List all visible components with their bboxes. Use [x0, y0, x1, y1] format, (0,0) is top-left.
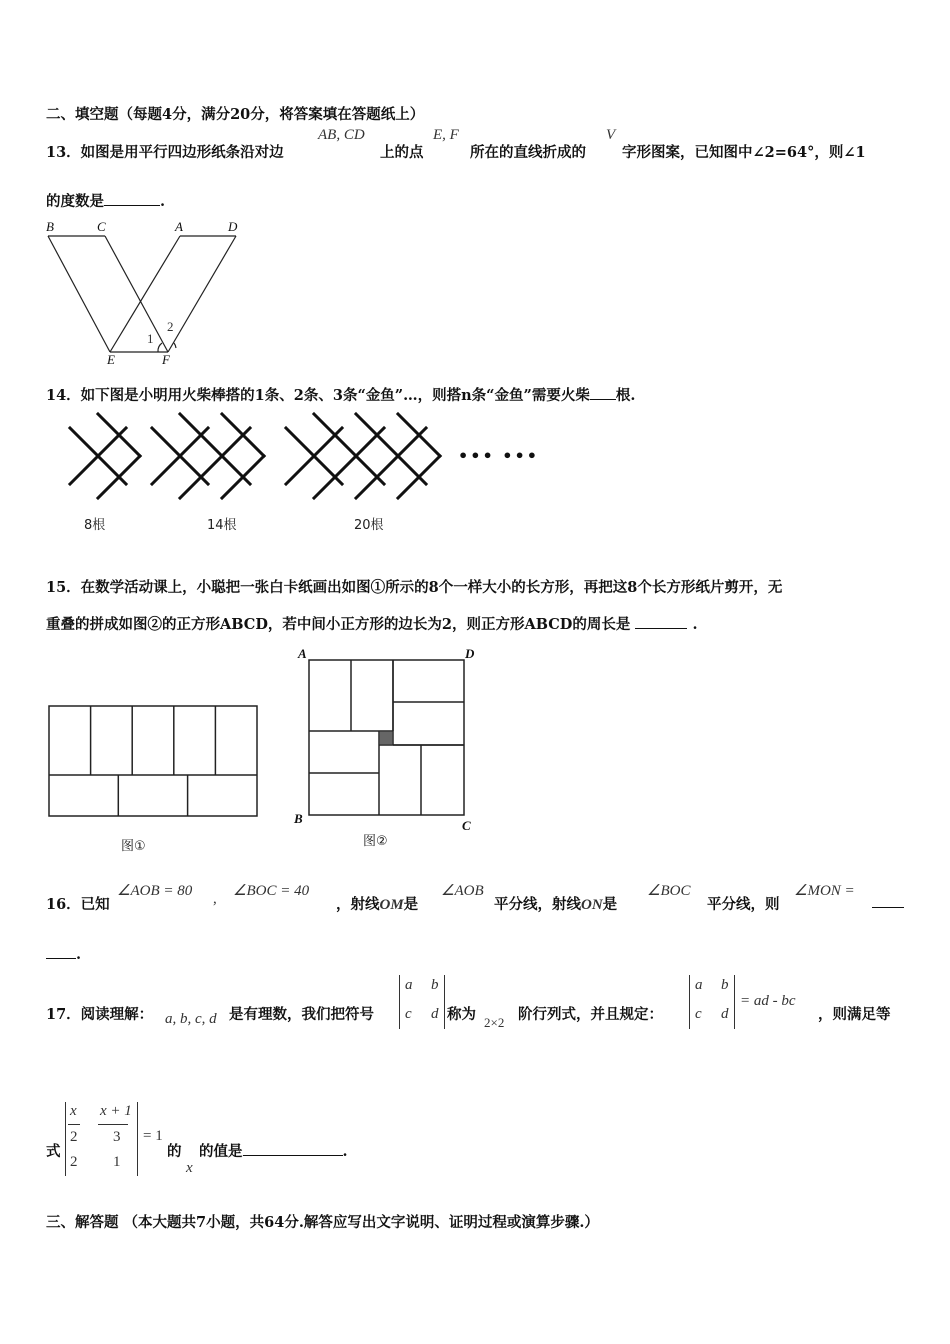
- q16-math-aob: ∠AOB: [441, 883, 484, 899]
- q15-corner-A: A: [298, 646, 307, 661]
- q15-corner-B: B: [294, 811, 303, 826]
- q15-figure-2: [308, 659, 468, 819]
- q16-math-mon: ∠MON =: [794, 883, 855, 899]
- q16-text-3: 平分线，射线ON是: [494, 896, 618, 913]
- q17-text-5: ，则满足等: [818, 1006, 891, 1023]
- q13-math-ab-cd: AB, CD: [318, 127, 365, 143]
- q13-label-C: C: [97, 219, 106, 234]
- q13-math-v: V: [606, 127, 616, 143]
- q15-answer-blank[interactable]: [635, 614, 687, 629]
- q15-text-2: 重叠的拼成如图②的正方形ABCD，若中间小正方形的边长为2，则正方形ABCD的周长是 .: [46, 616, 698, 633]
- q14-caption-1: 8根: [84, 518, 106, 533]
- q16-text-1: 16．已知: [46, 896, 110, 913]
- q15-corner-C: C: [462, 818, 471, 833]
- q17-rule: = ad - bc: [740, 993, 796, 1009]
- q16-answer-blank-1[interactable]: [872, 907, 904, 908]
- q14-ellipsis: ••• •••: [458, 446, 539, 465]
- q17-determinant-rule: a b c d: [689, 975, 735, 1029]
- q17-text-3: 称为: [447, 1006, 476, 1023]
- q17-equation-determinant: x x + 1 2 3 2 1: [65, 1102, 138, 1176]
- q17-var-x: x: [186, 1160, 193, 1176]
- q13-label-F: F: [162, 352, 170, 367]
- q13-v-shape-figure: [40, 220, 250, 370]
- q16-text-end: .: [46, 944, 81, 963]
- q17-answer-blank[interactable]: [243, 1141, 343, 1156]
- q13-text-5: 的度数是 .: [46, 193, 166, 210]
- q13-text-4: 字形图案，已知图中∠2=64°，则∠1: [622, 144, 866, 161]
- q15-text-1: 15．在数学活动课上，小聪把一张白卡纸画出如图①所示的8个一样大小的长方形，再把这8个长方形纸片剪开，无: [46, 579, 783, 596]
- section-2-heading: 二、填空题（每题4分，满分20分，将答案填在答题纸上）: [46, 106, 425, 123]
- q13-answer-blank[interactable]: [104, 191, 160, 206]
- q17-text-4: 阶行列式，并且规定：: [518, 1006, 663, 1023]
- q13-math-e-f: E, F: [433, 127, 459, 143]
- q17-text-8: 的值是 .: [199, 1143, 348, 1160]
- q16-text-4: 平分线，则: [707, 896, 780, 913]
- q17-text-7: 的: [167, 1143, 182, 1160]
- q13-label-E: E: [107, 352, 115, 367]
- q13-angle-2: 2: [167, 319, 174, 334]
- q15-figure-1: [48, 705, 260, 819]
- q17-determinant-symbol: a b c d: [399, 975, 445, 1029]
- q13-text-1: 13．如图是用平行四边形纸条沿对边: [46, 144, 284, 161]
- q13-text-2: 上的点: [380, 144, 424, 161]
- q17-text-6: 式: [46, 1143, 61, 1160]
- q14-answer-blank[interactable]: [590, 385, 616, 400]
- q15-fig1-caption: 图①: [121, 839, 146, 854]
- q16-math-boc: ∠BOC: [647, 883, 691, 899]
- q13-label-D: D: [228, 219, 238, 234]
- q16-text-2: ，射线OM是: [336, 896, 419, 913]
- q15-corner-D: D: [465, 646, 475, 661]
- q17-text-2: 是有理数，我们把符号: [229, 1006, 374, 1023]
- q16-answer-blank-2[interactable]: [46, 944, 76, 959]
- q17-text-1: 17．阅读理解：: [46, 1006, 154, 1023]
- q15-fig2-caption: 图②: [363, 834, 388, 849]
- q14-caption-2: 14根: [207, 518, 237, 533]
- q16-math-boc-40: ∠BOC = 40: [233, 883, 310, 899]
- q13-angle-1: 1: [147, 331, 154, 346]
- q17-equation-rhs: = 1: [143, 1128, 163, 1144]
- q14-caption-3: 20根: [354, 518, 384, 533]
- q13-label-B: B: [46, 219, 54, 234]
- q17-order: 2×2: [484, 1015, 505, 1030]
- q13-text-3: 所在的直线折成的: [470, 144, 586, 161]
- q13-label-A: A: [175, 219, 183, 234]
- q14-text: 14．如下图是小明用火柴棒搭的1条、2条、3条“金鱼”…，则搭n条“金鱼”需要火柴 根.: [46, 387, 636, 404]
- q16-math-aob-80: ∠AOB = 80: [117, 883, 193, 899]
- q17-vars: a, b, c, d: [165, 1011, 217, 1027]
- q16-comma: ,: [213, 891, 217, 907]
- section-3-heading: 三、解答题 （本大题共7小题，共64分.解答应写出文字说明、证明过程或演算步骤.）: [46, 1214, 599, 1231]
